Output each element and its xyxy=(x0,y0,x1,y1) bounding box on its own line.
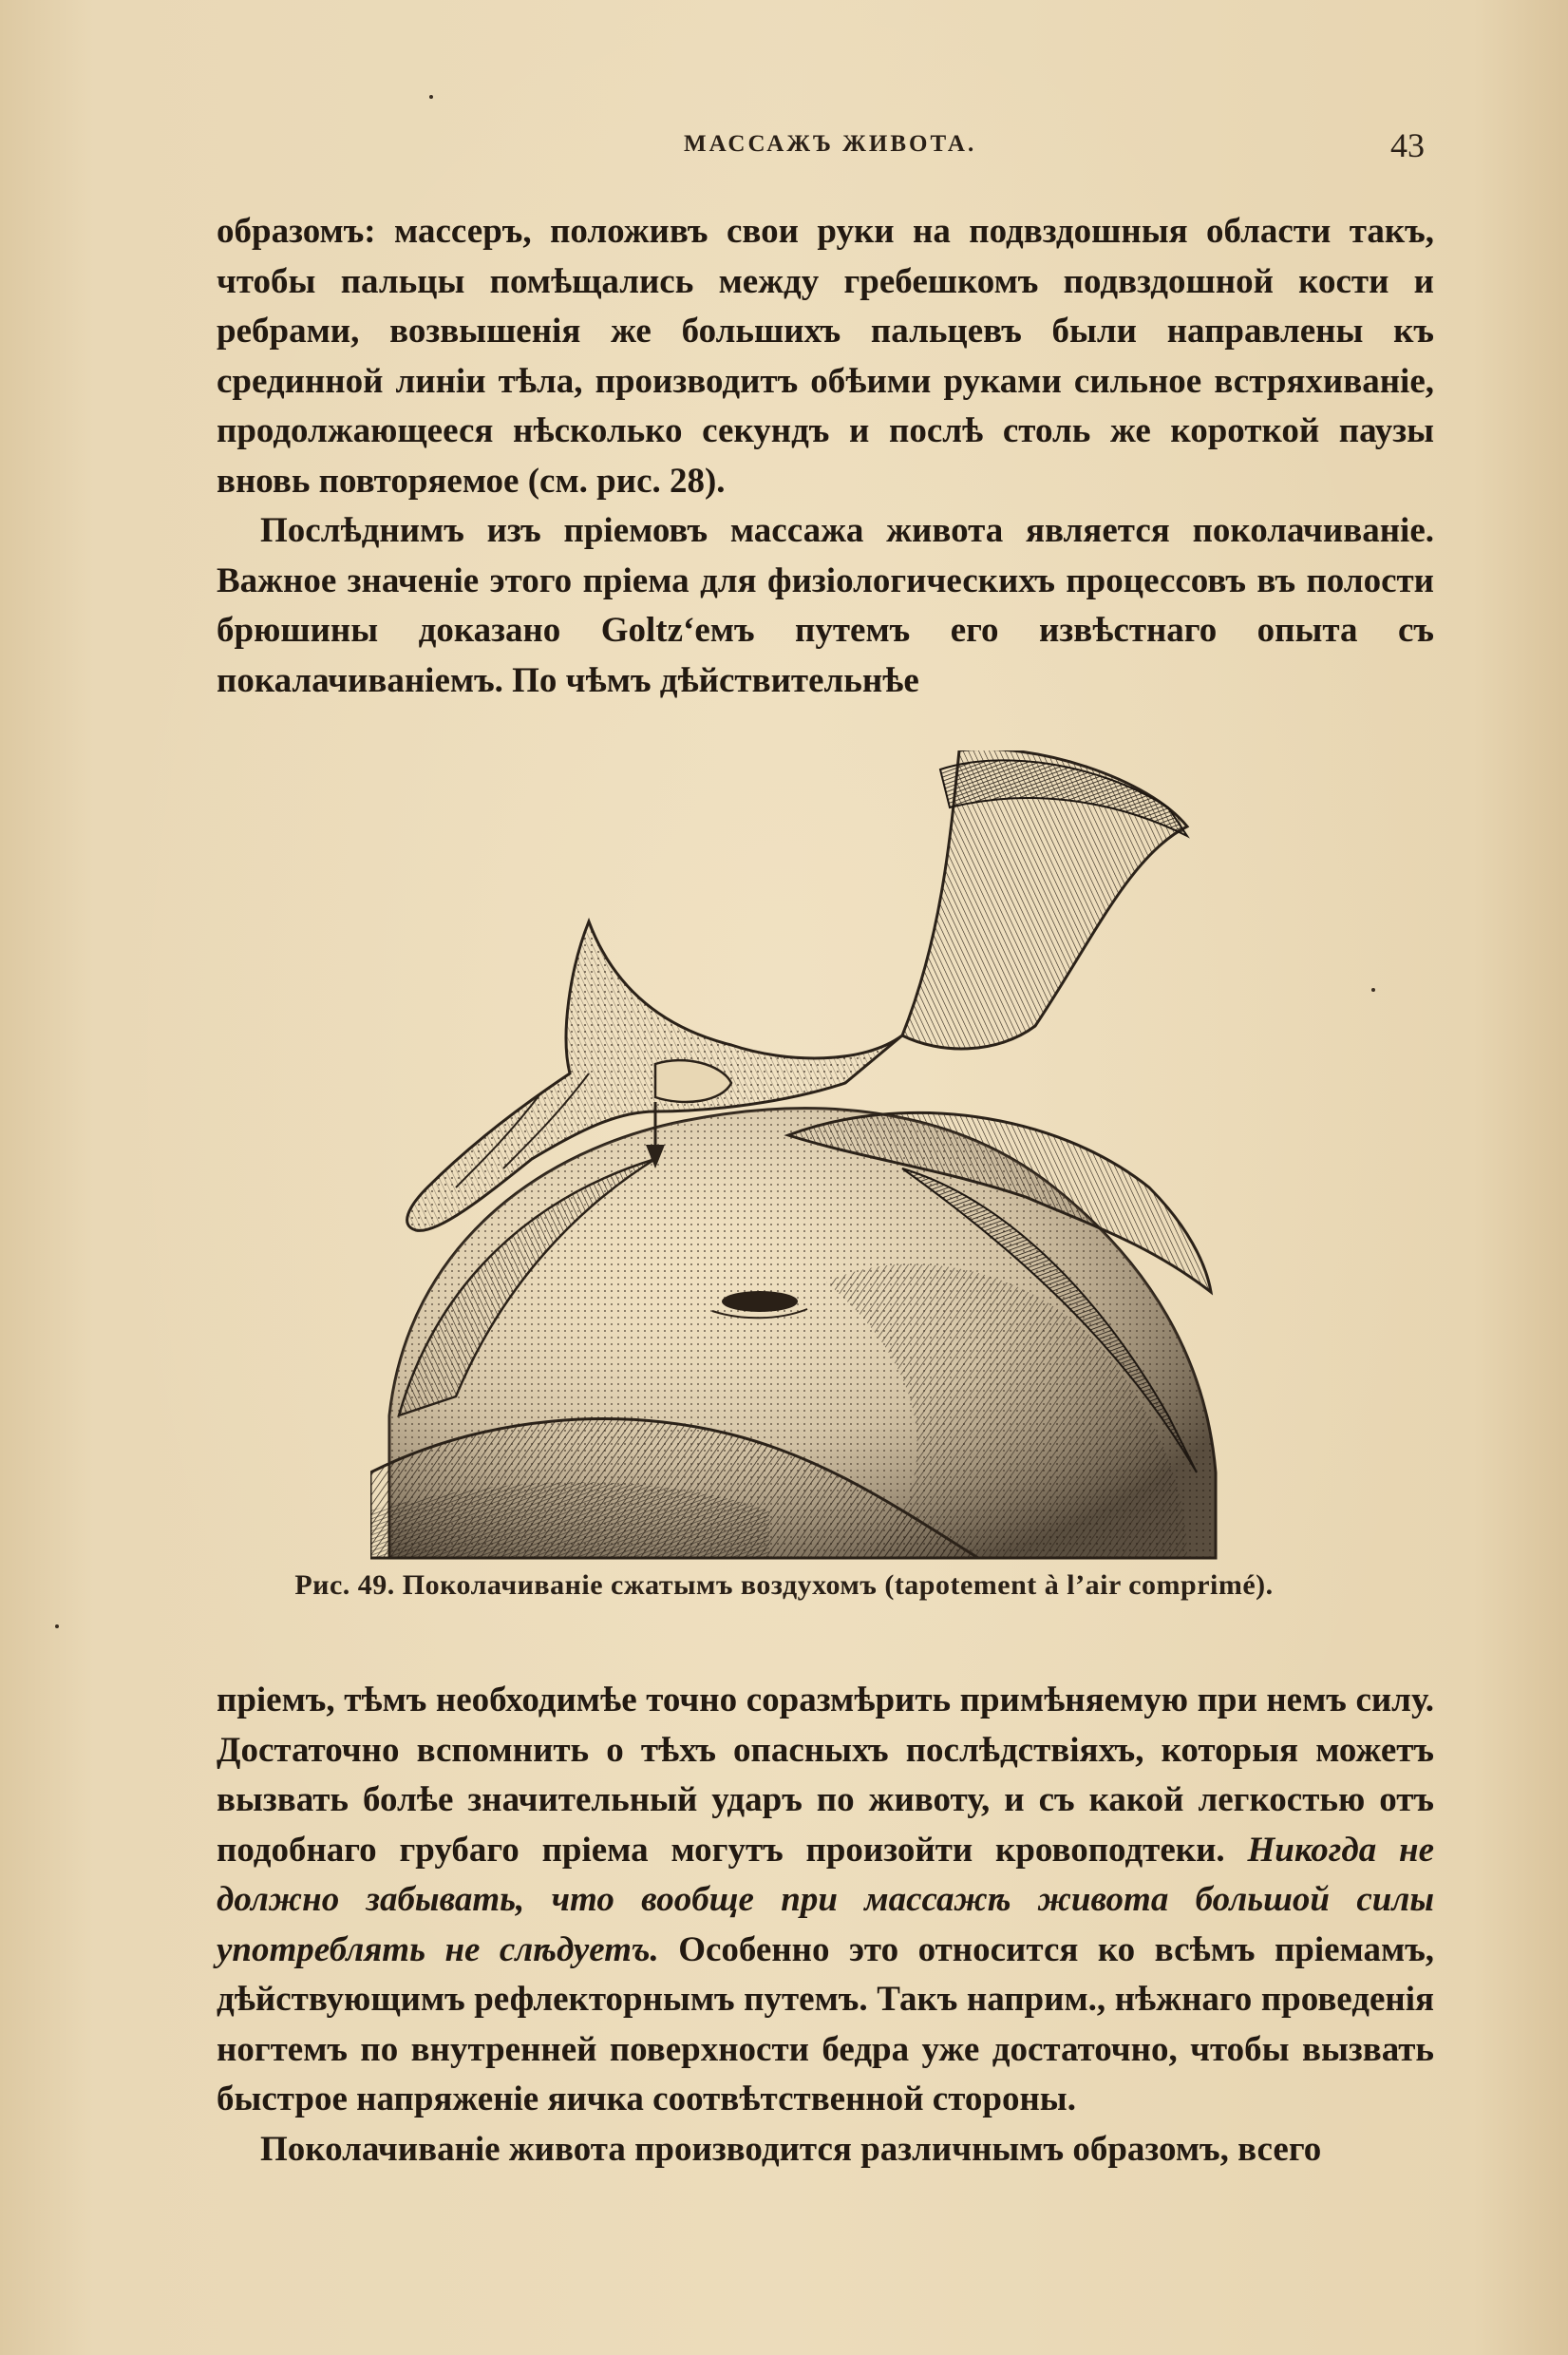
caution-emphasis: Никогда не должно забывать, что вообще при массажѣ живота большой силы употреблять не слѣдуетъ. xyxy=(217,1830,1434,1969)
print-speck xyxy=(429,95,433,99)
figure-caption: Рис. 49. Поколачиваніе сжатымъ воздухомъ (tapotement à l’air comprimé). xyxy=(294,1569,1274,1601)
body-text-bottom xyxy=(217,1676,1434,2175)
paragraph-tapping-intro: Послѣднимъ изъ пріемовъ массажа живота является поколачиваніе. Важное значеніе этого пріема для физіологическихъ процессовъ въ полости брюшины доказано Goltz‘емъ путемъ его извѣстнаго опыта съ покалачиваніемъ. По чѣмъ дѣйствительнѣе xyxy=(217,511,1434,700)
running-title: МАССАЖЪ ЖИВОТА. xyxy=(684,131,977,157)
caution-lead: пріемъ, тѣмъ необходимѣе точно соразмѣрить примѣняемую при немъ силу. Достаточно вспомнить о тѣхъ опасныхъ послѣдствіяхъ, которыя можетъ вызвать болѣе значительный ударъ по животу, и съ какой легкостью отъ подобнаго грубаго пріема могутъ произойти кровоподтеки. xyxy=(217,1681,1434,1870)
hand-tapping-abdomen-engraving xyxy=(370,750,1282,1567)
caution-tail: Особенно это относится ко всѣмъ пріемамъ, дѣйствующимъ рефлекторнымъ путемъ. Такъ наприм., нѣжнаго проведенія ногтемъ по внутренней поверхности бедра уже достаточно, чтобы вызвать быстрое напряженіе яичка соотвѣтственной стороны. xyxy=(217,1929,1435,2118)
paragraph-tapping-methods: Поколачиваніе живота производится различнымъ образомъ, всего xyxy=(260,2129,1322,2169)
body-text-top xyxy=(217,207,1434,706)
paragraph-caution xyxy=(217,1676,1434,2125)
page-number: 43 xyxy=(1390,126,1425,164)
figure-illustration xyxy=(370,750,1282,1567)
paragraph-continuation: образомъ: массеръ, положивъ свои руки на подвздошныя области такъ, чтобы пальцы помѣщались между гребешкомъ подвздошной кости и ребрами, возвышенія же большихъ пальцевъ были направлены къ срединной линіи тѣла, производитъ обѣими руками сильное встряхиваніе, продолжающееся нѣсколько секундъ и послѣ столь же короткой паузы вновь повторяемое (см. рис. 28). xyxy=(217,212,1434,501)
running-head xyxy=(0,126,1568,169)
print-speck xyxy=(1371,988,1375,992)
print-speck xyxy=(55,1624,59,1628)
